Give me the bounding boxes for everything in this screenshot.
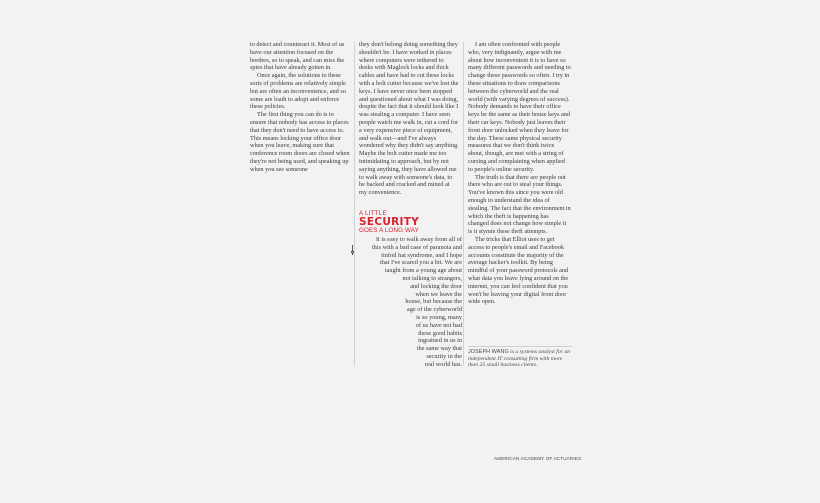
publication-footer: AMERICAN ACADEMY OF ACTUARIES <box>494 456 582 461</box>
column-divider <box>463 42 464 366</box>
author-name: JOSEPH WANG <box>468 349 509 355</box>
text-line: tinfoil hat syndrome, and I hope <box>381 251 462 259</box>
text-line: age of the cyberworld <box>406 306 462 314</box>
subheading-line-3: GOES A LONG WAY <box>359 226 419 234</box>
subheading-line-1: A LITTLE <box>359 210 387 217</box>
text-line: ingrained in us in <box>418 337 462 345</box>
text-line: these good habits <box>418 329 462 337</box>
text-line: that I've scared you a bit. We are <box>380 259 462 267</box>
article-column-1 <box>250 41 351 174</box>
text-line: not talking to strangers, <box>402 274 462 282</box>
paragraph: Once again, the solutions to these sorts of problems are relatively simple but are often an inconvenience, and so some are loath to adopt and enforce these policies. <box>250 72 346 111</box>
text-line: and locking the door <box>410 282 462 290</box>
decorative-mark-icon <box>351 245 354 255</box>
paragraph: I am often confronted with people who, very indignantly, argue with me about how inconvenient it is to have so many different passwords and needing to change these passwords so often. I try in these situations to draw comparisons between the cyberworld and the real world (with varying degrees of success). Nobody demands to have their office keys be the same as their house keys and their car keys. Nobody just leaves their front door unlocked when they leave for the day. These same physical security measures that we don't think twice about, though, are met with a string of cursing and complaining when applied to people's online security. <box>468 41 571 173</box>
paragraph: The first thing you can do is to ensure that nobody has access to places that they don't need to have access to. This means locking your office door when you leave, making sure that conference room doors are closed when they're not being used, and speaking up when you see someone <box>250 111 350 173</box>
paragraph: The tricks that Elliot uses to get access to people's email and Facebook accounts constitute the majority of the average hacker's toolkit. By being mindful of your password protocols and what data you leave lying around on the internet, you can feel confident that you won't be leaving your digital front door wide open. <box>468 235 569 306</box>
column-divider <box>354 42 355 366</box>
paragraph: to detect and counteract it. Most of us have our attention focused on the borders, so to speak, and can miss the spies that have already gotten in. <box>250 41 345 72</box>
text-line: this with a bad case of paranoia and <box>371 243 462 251</box>
text-line: the same way that <box>416 345 462 353</box>
text-line: house, but because the <box>405 298 462 306</box>
text-line: security in the <box>426 352 462 360</box>
article-column-3 <box>468 41 571 306</box>
text-line: real world has. <box>424 360 462 368</box>
text-line: is so young, many <box>416 313 462 321</box>
text-line: It is easy to walk away from all of <box>375 236 462 243</box>
text-line: of us have not had <box>415 321 462 329</box>
paragraph: The truth is that there are people out there who are out to steal your things. You've known this since you were old enough to understand the idea of stealing. The fact that the environment in which the theft is happening has changed does not change how simple it is it stymie these theft attempts. <box>468 173 571 236</box>
text-line: taught from a young age about <box>384 267 462 275</box>
staircase-paragraph <box>358 236 462 369</box>
author-bio <box>468 346 572 369</box>
section-subheading <box>359 211 469 234</box>
author-bio-text: is a systems analyst for an independent IT consulting firm with more than 25 small business clients. <box>468 349 571 369</box>
text-line: when we leave the <box>415 290 462 298</box>
article-column-2 <box>359 41 459 197</box>
subheading-line-2: SECURITY <box>359 216 420 229</box>
paragraph: they don't belong doing something they shouldn't be. I have worked in places where computers were tethered to desks with Maglock locks and thick cables and have had to cut these locks with a bolt cutter because we've lost the keys. I have never once been stopped and questioned about what I was doing, despite the fact that it should look like I was stealing a computer. I have seen people watch me walk in, cut a cord for a very expensive piece of equipment, and walk out—and I've always wondered why they didn't say anything. Maybe the bolt cutter made me too intimidating to approach, but by not saying anything, they have allowed me to walk away with someone's data, to be backed and cracked and mined at my convenience. <box>359 41 459 197</box>
